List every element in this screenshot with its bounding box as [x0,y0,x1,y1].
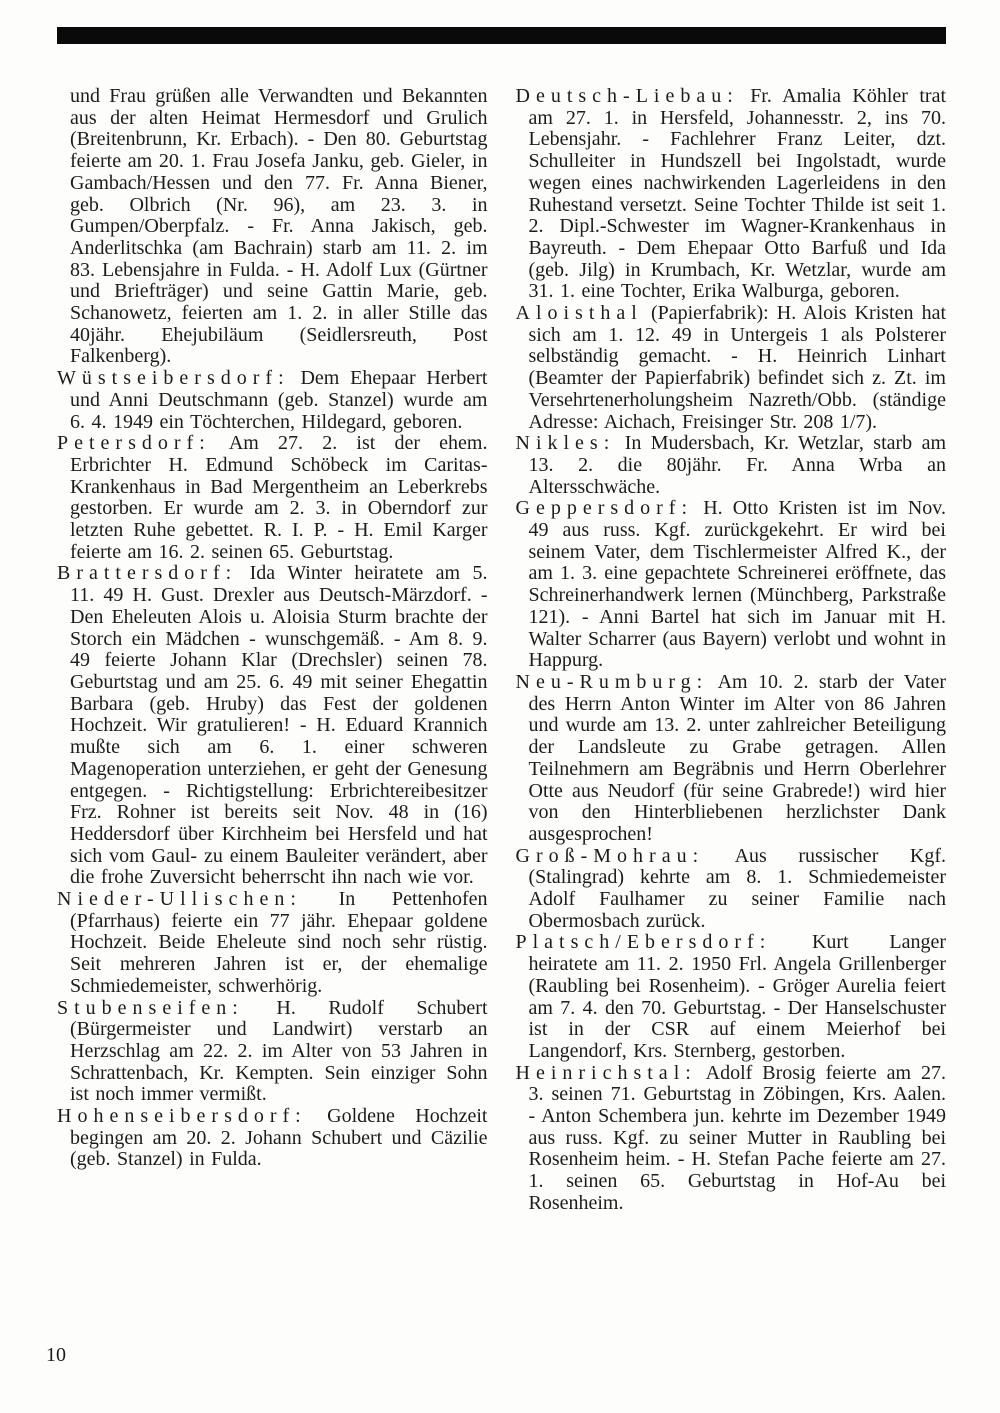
left-column [57,86,488,1353]
place-name: Nikles: [515,432,616,455]
right-column [516,86,947,1353]
place-name: Geppersdorf: [515,497,694,520]
paragraph: Stubenseifen: H. Rudolf Schubert (Bürgermeister und Landwirt) verstarb an Herzschlag am 22. 2. im Alter von 53 Jahren in Schrattenbach, Kr. Kempten. Sein einziger Sohn ist noch immer vermißt. [57,996,488,1106]
page-number: 10 [46,1344,66,1366]
paragraph: Geppersdorf: H. Otto Kristen ist im Nov. 49 aus russ. Kgf. zurückgekehrt. Er wird bei seinem Vater, dem Tischlermeister Alfred K., der am 1. 3. eine gepachtete Schreinerei eröffnete, das Schreinerhandwerk lernen (Münchberg, Parkstraße 121). - Anni Bartel hat sich im Januar mit H. Walter Scharrer (aus Bayern) verlobt und wohnt in Happurg. [515,497,946,672]
top-rule [57,27,946,44]
place-name: Aloisthal [515,302,643,325]
paragraph: Brattersdorf: Ida Winter heiratete am 5. 11. 49 H. Gust. Drexler aus Deutsch-Märzdorf. - Den Eheleuten Alois u. Aloisia Sturm brachte der Storch ein Mädchen - wunschgemäß. - Am 8. 9. 49 feierte Johann Klar (Drechsler) seinen 78. Geburtstag und am 25. 6. 49 mit seiner Ehegattin Barbara (geb. Hruby) das Fest der goldenen Hochzeit. Wir gratulieren! - H. Eduard Krannich mußte sich am 6. 1. einer schweren Magenoperation unterziehen, er geht der Genesung entgegen. - Richtigstellung: Erbrichtereibesitzer Frz. Rohner ist bereits seit Nov. 48 in (16) Heddersdorf über Kirchheim bei Hersfeld und hat sich vom Gaul- zu einem Bauleiter verändert, aber die frohe Zuversicht beherrscht ihn nach wie vor. [57,562,488,889]
paragraph: Deutsch-Liebau: Fr. Amalia Köhler trat am 27. 1. in Hersfeld, Johannesstr. 2, ins 70. Lebensjahr. - Fachlehrer Franz Leiter, dzt. Schulleiter in Hundszell bei Ingolstadt, wurde wegen eines nachwirkenden Lagerleidens in den Ruhestand versetzt. Seine Tochter Thilde ist seit 1. 2. Dipl.-Schwester im Wagner-Krankenhaus in Bayreuth. - Dem Ehepaar Otto Barfuß und Ida (geb. Jilg) in Krumbach, Kr. Wetzlar, wurde am 31. 1. eine Tochter, Erika Walburga, geboren. [515,86,946,303]
place-name: Hohenseibersdorf: [57,1105,307,1128]
paragraph: Wüstseibersdorf: Dem Ehepaar Herbert und Anni Deutschmann (geb. Stanzel) wurde am 6. 4. 1949 ein Töchterchen, Hildegard, geboren. [57,367,488,433]
paragraph: Heinrichstal: Adolf Brosig feierte am 27. 3. seinen 71. Geburtstag in Zöbingen, Krs. Aalen. - Anton Schembera jun. kehrte im Dezember 1949 aus russ. Kgf. zu seiner Mutter in Raubling bei Rosenheim heim. - H. Stefan Pache feierte am 27. 1. seinen 65. Geburtstag in Hof-Au bei Rosenheim. [515,1061,946,1214]
place-name: Neu-Rumburg: [515,670,709,693]
place-name: Brattersdorf: [57,562,238,585]
paragraph: Petersdorf: Am 27. 2. ist der ehem. Erbrichter H. Edmund Schöbeck im Caritas-Krankenhaus in Bad Mergentheim an Leberkrebs gestorben. Er wurde am 2. 3. in Oberndorf zur letzten Ruhe gebettet. R. I. P. - H. Emil Karger feierte am 16. 2. seinen 65. Geburtstag. [57,432,488,563]
place-name: Platsch/Ebersdorf: [515,931,772,954]
place-name: Petersdorf: [57,432,211,455]
place-name: Wüstseibersdorf: [57,367,290,390]
paragraph: Neu-Rumburg: Am 10. 2. starb der Vater des Herrn Anton Winter im Alter von 86 Jahren und wurde am 13. 2. unter zahlreicher Beteiligung der Landsleute zu Grabe getragen. Allen Teilnehmern am Begräbnis und Herrn Oberlehrer Otte aus Neudorf (für seine Grabrede!) wird hier von den Hinterbliebenen herzlichster Dank ausgesprochen! [515,670,946,845]
paragraph: Nikles: In Mudersbach, Kr. Wetzlar, starb am 13. 2. die 80jähr. Fr. Anna Wrba an Altersschwäche. [515,432,946,498]
paragraph: Hohenseibersdorf: Goldene Hochzeit begingen am 20. 2. Johann Schubert und Cäzilie (geb. Stanzel) in Fulda. [57,1105,488,1171]
place-name: Groß-Mohrau: [515,844,705,867]
paragraph: Platsch/Ebersdorf: Kurt Langer heiratete am 11. 2. 1950 Frl. Angela Grillenberger (Raubling bei Rosenheim). - Gröger Aurelia feiert am 7. 4. den 70. Geburtstag. - Der Hanselschuster ist in der CSR auf einem Meierhof bei Langendorf, Krs. Sternberg, gestorben. [515,931,946,1062]
place-name: Stubenseifen: [57,996,244,1019]
place-name: Nieder-Ullischen: [57,888,302,911]
paragraph: Nieder-Ullischen: In Pettenhofen (Pfarrhaus) feierte ein 77 jähr. Ehepaar goldene Hochzeit. Beide Eheleute sind noch sehr rüstig. Seit mehreren Jahren ist er, der ehemalige Schmiedemeister, schwerhörig. [57,888,488,997]
paragraph: Aloisthal (Papierfabrik): H. Alois Kristen hat sich am 1. 12. 49 in Untergeis 1 als Polsterer selbständig gemacht. - H. Heinrich Linhart (Beamter der Papierfabrik) befindet sich z. Zt. im Versehrtenerholungsheim Nazreth/Obb. (ständige Adresse: Aichach, Freisinger Str. 208 1/7). [515,302,946,433]
paragraph: Groß-Mohrau: Aus russischer Kgf. (Stalingrad) kehrte am 8. 1. Schmiedemeister Adolf Faulhamer zu seiner Familie nach Obermosbach zurück. [515,844,946,932]
paragraph: und Frau grüßen alle Verwandten und Bekannten aus der alten Heimat Hermesdorf und Grulich (Breitenbrunn, Kr. Erbach). - Den 80. Geburtstag feierte am 20. 1. Frau Josefa Janku, geb. Gieler, in Gambach/Hessen und den 77. Fr. Anna Biener, geb. Olbrich (Nr. 96), am 23. 3. in Gumpen/Oberpfalz. - Fr. Anna Jakisch, geb. Anderlitschka (am Bachrain) starb am 11. 2. im 83. Lebensjahre in Fulda. - H. Adolf Lux (Gürtner und Briefträger) und seine Gattin Marie, geb. Schanowetz, feierten am 1. 2. in aller Stille das 40jähr. Ehejubiläum (Seidlersreuth, Post Falkenberg). [70,86,488,368]
text-area [57,86,946,1353]
place-name: Heinrichstal: [515,1061,697,1084]
place-name: Deutsch-Liebau: [515,86,739,107]
